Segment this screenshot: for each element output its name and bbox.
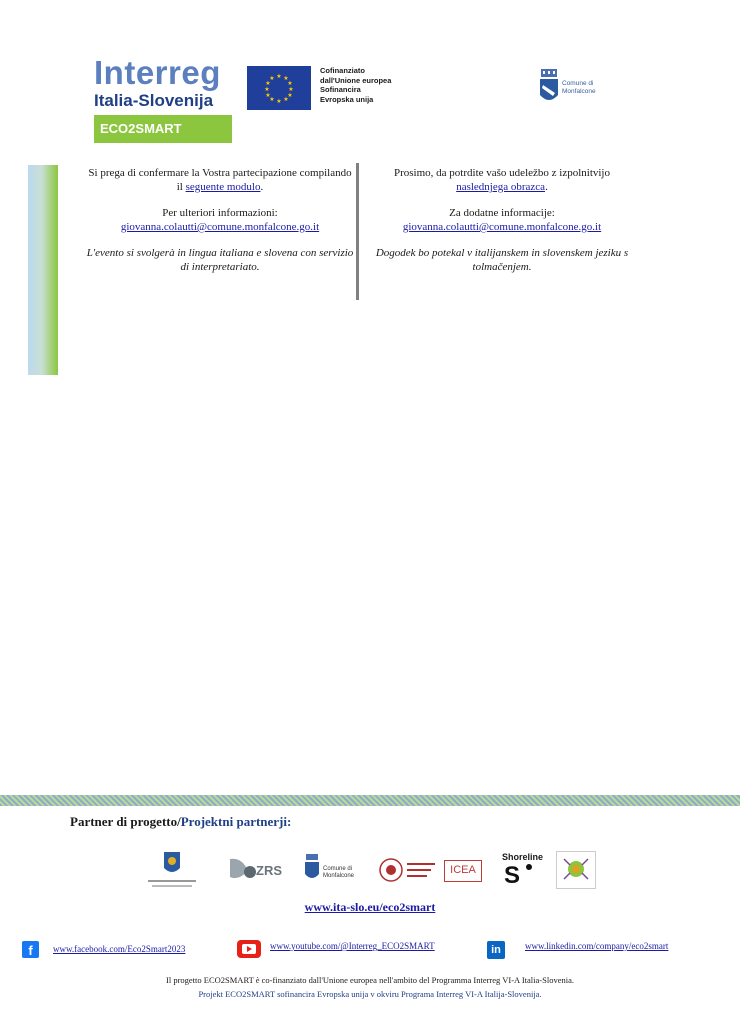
partners-heading [70, 814, 291, 830]
eu-text-line: dall'Unione europea [320, 75, 392, 85]
svg-text:★: ★ [287, 80, 293, 87]
slovenian-column [367, 166, 637, 286]
svg-text:★: ★ [265, 92, 271, 99]
comune-label-line: Monfalcone [562, 88, 596, 95]
credit-slovenian: Projekt ECO2SMART sofinancira Evropska unija v okviru Programa Interreg VI-A Italija-Slovenija. [198, 989, 542, 999]
email-link-it[interactable]: giovanna.colautti@comune.monfalcone.go.it [120, 221, 320, 233]
confirm-paragraph-sl [367, 166, 637, 194]
interreg-logo-wordmark: Interreg [94, 54, 221, 91]
eu-cofinancing-text [320, 66, 391, 104]
svg-text:★: ★ [283, 75, 289, 82]
nature-partner-logo-icon [556, 851, 596, 889]
shoreline-dot [526, 864, 532, 870]
info-label-it: Per ulteriori informazioni: [162, 207, 278, 219]
confirm-text-it: Si prega di confermare la Vostra partecipazione compilando il [88, 167, 352, 193]
svg-text:★: ★ [264, 86, 270, 93]
registration-form-link-it[interactable]: seguente modulo [185, 181, 261, 193]
facebook-icon[interactable]: f [22, 941, 39, 958]
credit-italian: Il progetto ECO2SMART è co-finanziato dall'Unione europea nell'ambito del Programma Interreg VI-A Italia-Slovenia. [166, 975, 574, 985]
eu-text-line: Cofinanziato [320, 66, 365, 75]
comune-label [562, 80, 596, 96]
svg-text:★: ★ [269, 96, 275, 103]
comune-crest-icon [539, 69, 559, 107]
confirm-suffix-sl: . [545, 181, 548, 193]
facebook-link[interactable]: www.facebook.com/Eco2Smart2023 [53, 944, 186, 954]
info-label-sl: Za dodatne informacije: [449, 207, 555, 219]
eu-flag-icon [247, 66, 311, 110]
decorative-gradient-bar [28, 165, 58, 375]
svg-text:★: ★ [269, 75, 275, 82]
comune-monfalcone-partner-logo-icon [305, 854, 365, 890]
shoreline-label: Shoreline [502, 852, 544, 862]
shoreline-logo-icon [502, 852, 544, 890]
partner-comune-label [323, 866, 354, 880]
confirm-suffix-it: . [260, 181, 264, 193]
eu-text-line: Sofinancira [320, 85, 361, 94]
confirm-text-sl: Prosimo, da potrdite vašo udeležbo z izpolnitvijo [394, 167, 610, 179]
website-link[interactable]: www.ita-slo.eu/eco2smart [304, 900, 436, 914]
decorative-pattern-strip [0, 795, 740, 806]
youtube-icon[interactable] [237, 940, 261, 958]
shoreline-letter: S [504, 862, 521, 889]
youtube-link[interactable]: www.youtube.com/@Interreg_ECO2SMART [270, 941, 435, 951]
interreg-logo-subtitle: Italia-Slovenija [94, 91, 214, 110]
info-paragraph-it [85, 206, 355, 234]
registration-form-link-sl[interactable]: naslednjega obrazca [456, 181, 546, 193]
svg-text:★: ★ [283, 96, 289, 103]
italian-column [85, 166, 355, 286]
partners-heading-it: Partner di progetto/ [70, 814, 181, 829]
partner-comune-line: Monfalcone [323, 873, 355, 879]
regione-fvg-logo-icon [140, 850, 204, 892]
eu-text-line: Evropska unija [320, 94, 374, 104]
svg-text:★: ★ [276, 73, 282, 80]
icea-logo-icon: ICEA [444, 860, 482, 882]
linkedin-link[interactable]: www.linkedin.com/company/eco2smart [525, 941, 669, 951]
confirm-paragraph-it [85, 166, 355, 194]
language-note-sl: Dogodek bo potekal v italijanskem in slovenskem jeziku s tolmačenjem. [375, 247, 629, 273]
info-paragraph-sl [367, 206, 637, 234]
svg-text:★: ★ [288, 86, 294, 93]
zrs-logo-icon [228, 855, 284, 887]
svg-text:★: ★ [287, 92, 293, 99]
comune-label-line: Comune di [562, 80, 594, 87]
linkedin-icon[interactable]: in [487, 941, 505, 959]
website-line [0, 900, 740, 915]
svg-text:★: ★ [276, 98, 282, 105]
svg-text:★: ★ [265, 80, 271, 87]
project-name-bar: ECO2SMART [94, 115, 232, 143]
email-link-sl[interactable]: giovanna.colautti@comune.monfalcone.go.it [402, 221, 602, 233]
zrs-label: ZRS [256, 863, 282, 878]
partners-heading-sl: Projektni partnerji: [180, 814, 292, 829]
column-divider [356, 163, 359, 300]
language-note-it: L'evento si svolgerà in lingua italiana e slovena con servizio di interpretariato. [86, 247, 354, 273]
universita-padova-logo-icon [377, 857, 439, 887]
partner-comune-line: Comune di [323, 866, 353, 872]
